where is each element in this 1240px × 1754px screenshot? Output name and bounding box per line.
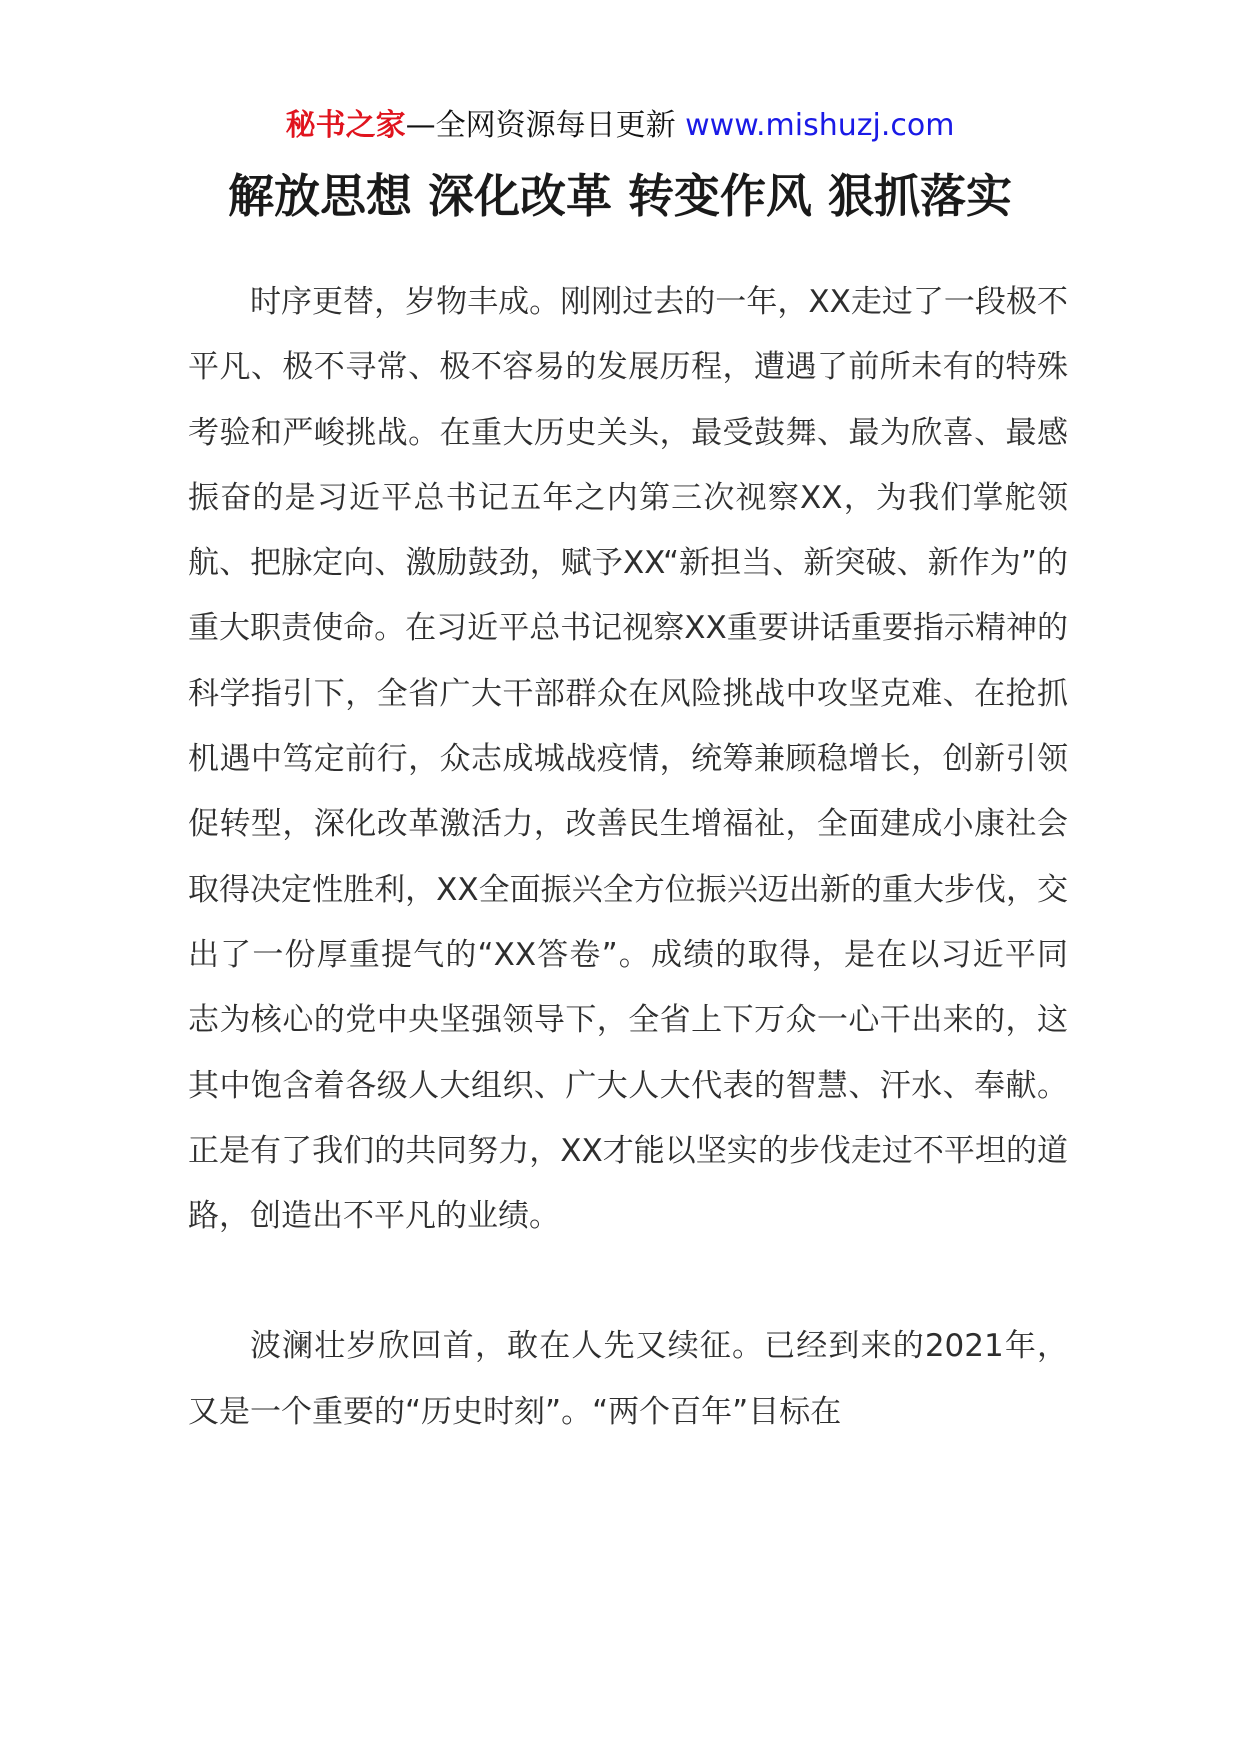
site-header	[0, 104, 1240, 148]
site-brand: 秘书之家	[285, 108, 406, 143]
site-slogan: —全网资源每日更新	[405, 108, 686, 143]
paragraph: 波澜壮岁欣回首，敢在人先又续征。已经到来的2021年，又是一个重要的“历史时刻”。“两个百年”目标在	[188, 1328, 1068, 1430]
document-body	[188, 270, 1068, 1445]
site-url-link[interactable]: www.mishuzj.com	[685, 108, 955, 143]
paragraph: 时序更替，岁物丰成。刚刚过去的一年，XX走过了一段极不平凡、极不寻常、极不容易的发展历程，遭遇了前所未有的特殊考验和严峻挑战。在重大历史关头，最受鼓舞、最为欣喜、最感振奋的是习近平总书记五年之内第三次视察XX，为我们掌舵领航、把脉定向、激励鼓劲，赋予XX“新担当、新突破、新作为”的重大职责使命。在习近平总书记视察XX重要讲话重要指示精神的科学指引下，全省广大干部群众在风险挑战中攻坚克难、在抢抓机遇中笃定前行，众志成城战疫情，统筹兼顾稳增长，创新引领促转型，深化改革激活力，改善民生增福祉，全面建成小康社会取得决定性胜利，XX全面振兴全方位振兴迈出新的重大步伐，交出了一份厚重提气的“XX答卷”。成绩的取得，是在以习近平同志为核心的党中央坚强领导下，全省上下万众一心干出来的，这其中饱含着各级人大组织、广大人大代表的智慧、汗水、奉献。正是有了我们的共同努力，XX才能以坚实的步伐走过不平坦的道路，创造出不平凡的业绩。	[188, 284, 1068, 1235]
document-title: 解放思想 深化改革 转变作风 狠抓落实	[227, 169, 1013, 223]
